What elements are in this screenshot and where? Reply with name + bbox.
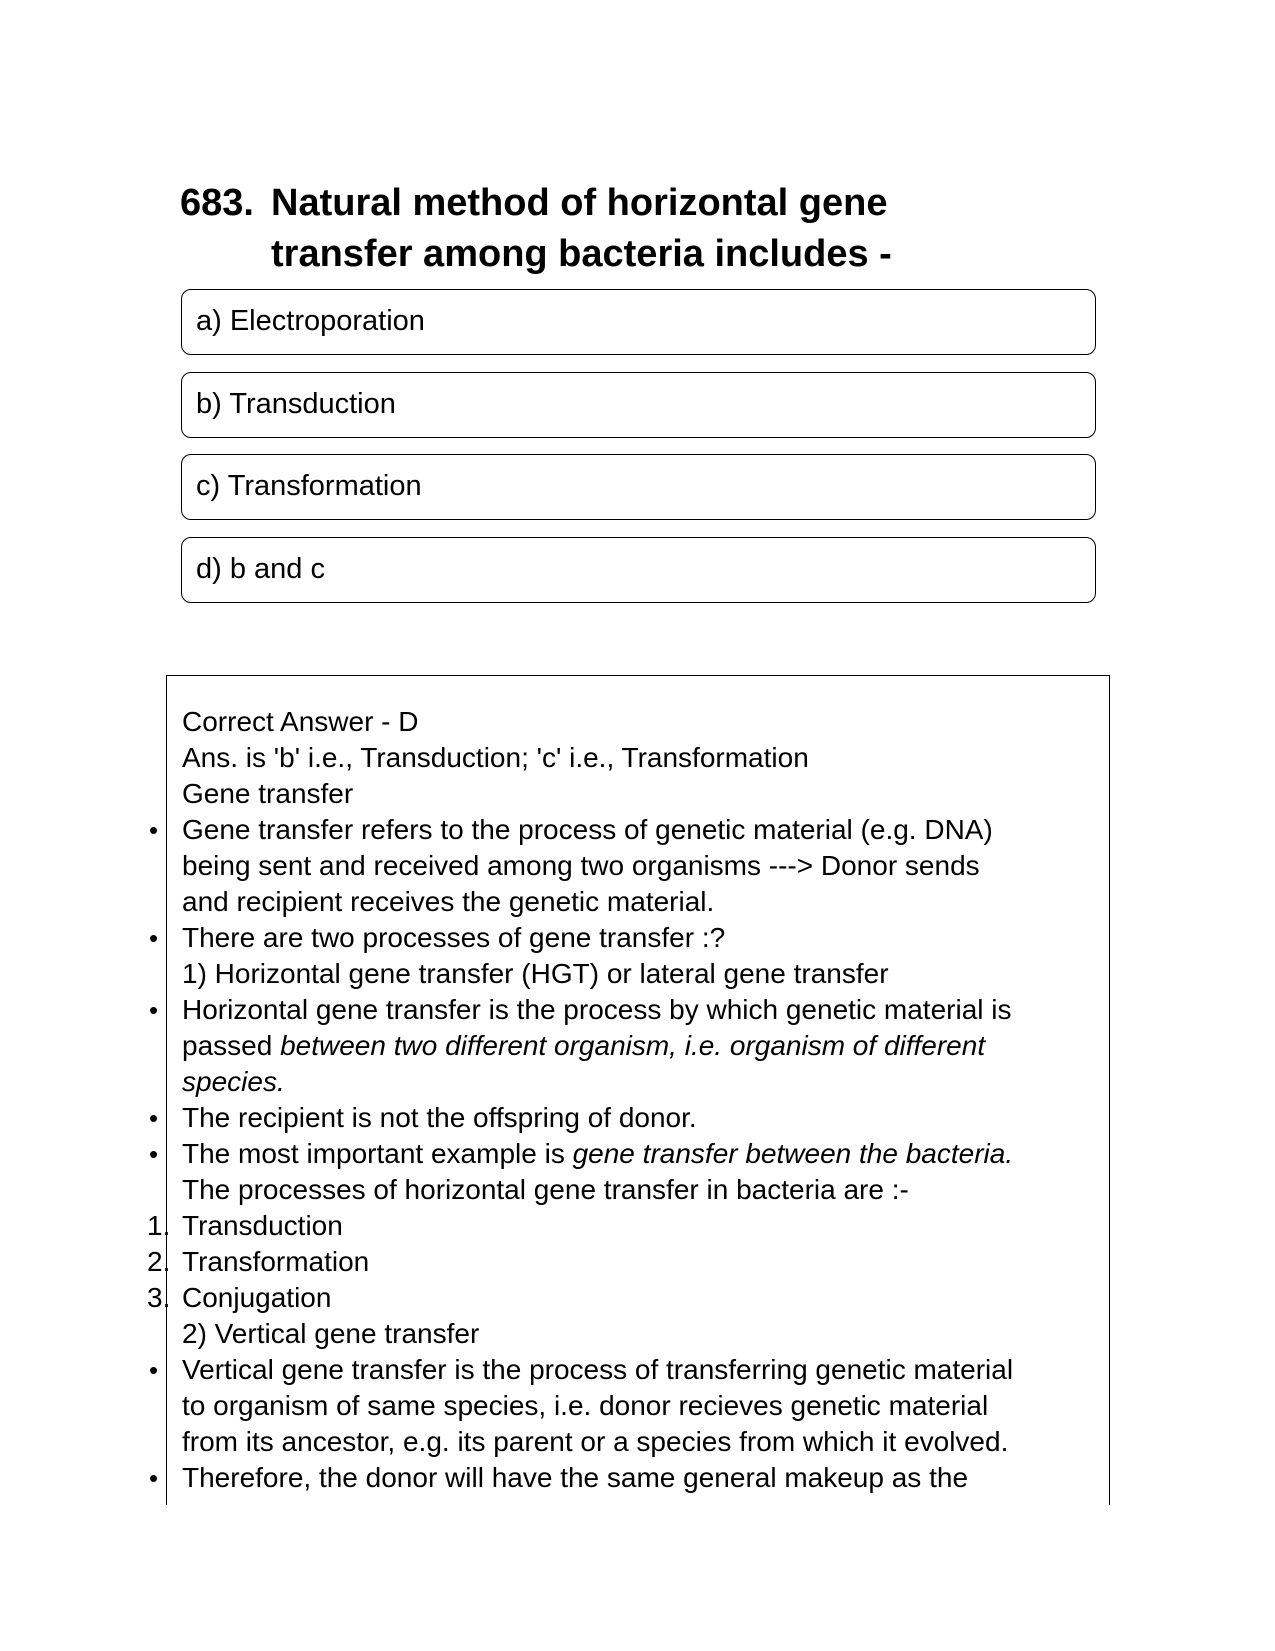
bullet-item	[149, 1460, 1102, 1496]
bullet-text-continued	[182, 1064, 1102, 1100]
text-italic: between two different organism, i.e. organism of different	[280, 1030, 986, 1061]
bullet-text-continued: and recipient receives the genetic material.	[182, 886, 715, 917]
text-italic: gene transfer between the bacteria.	[572, 1138, 1014, 1169]
list-item	[147, 1280, 1102, 1316]
list-number: 1.	[147, 1210, 171, 1241]
bullet-text: The recipient is not the offspring of donor.	[182, 1102, 697, 1133]
list-item-label: Transduction	[182, 1210, 343, 1241]
answer-explanation	[147, 704, 1102, 1496]
bullet-item	[149, 992, 1102, 1028]
list-item-label: Conjugation	[182, 1282, 332, 1313]
list-number: 3.	[147, 1282, 171, 1313]
answer-summary: Ans. is 'b' i.e., Transduction; 'c' i.e., Transformation	[182, 742, 809, 773]
text-italic: species.	[182, 1066, 285, 1097]
bullet-text-continued: being sent and received among two organisms ---> Donor sends	[182, 850, 980, 881]
bullet-item	[149, 812, 1102, 848]
list-number: 2.	[147, 1246, 171, 1277]
section-heading: Gene transfer	[182, 778, 354, 809]
text-plain: The most important example is	[182, 1138, 573, 1169]
bullet-item	[149, 1136, 1102, 1172]
list-item	[147, 1208, 1102, 1244]
bullet-item	[149, 1352, 1102, 1388]
list-intro: The processes of horizontal gene transfer in bacteria are :-	[182, 1174, 909, 1205]
option-b[interactable]: b) Transduction	[181, 372, 1096, 438]
bullet-text: There are two processes of gene transfer :?	[182, 922, 726, 953]
option-d[interactable]: d) b and c	[181, 537, 1096, 603]
bullet-icon: •	[149, 1103, 159, 1133]
option-c[interactable]: c) Transformation	[181, 454, 1096, 520]
option-a[interactable]: a) Electroporation	[181, 289, 1096, 355]
correct-answer: Correct Answer - D	[182, 706, 419, 737]
bullet-text-continued	[182, 1028, 1102, 1064]
question-text-line-1: Natural method of horizontal gene	[271, 182, 888, 224]
bullet-item	[149, 1100, 1102, 1136]
bullet-icon: •	[149, 923, 159, 953]
bullet-text: Vertical gene transfer is the process of transferring genetic material	[182, 1354, 1014, 1385]
bullet-icon: •	[149, 995, 159, 1025]
text-plain: passed	[182, 1030, 281, 1061]
bullet-icon: •	[149, 1463, 159, 1493]
bullet-text: Therefore, the donor will have the same general makeup as the	[182, 1462, 969, 1493]
bullet-text-continued: to organism of same species, i.e. donor recieves genetic material	[182, 1390, 989, 1421]
subsection-heading: 2) Vertical gene transfer	[182, 1318, 480, 1349]
question-number: 683.	[180, 182, 254, 224]
bullet-icon: •	[149, 1139, 159, 1169]
question-text-line-2: transfer among bacteria includes -	[271, 233, 892, 275]
bullet-item	[149, 920, 1102, 956]
bullet-icon: •	[149, 815, 159, 845]
bullet-text: Gene transfer refers to the process of genetic material (e.g. DNA)	[182, 814, 993, 845]
bullet-text: Horizontal gene transfer is the process by which genetic material is	[182, 994, 1012, 1025]
question	[180, 178, 1080, 280]
list-item-label: Transformation	[182, 1246, 370, 1277]
subsection-heading: 1) Horizontal gene transfer (HGT) or lateral gene transfer	[182, 958, 889, 989]
bullet-text-continued: from its ancestor, e.g. its parent or a species from which it evolved.	[182, 1426, 1009, 1457]
list-item	[147, 1244, 1102, 1280]
bullet-icon: •	[149, 1355, 159, 1385]
